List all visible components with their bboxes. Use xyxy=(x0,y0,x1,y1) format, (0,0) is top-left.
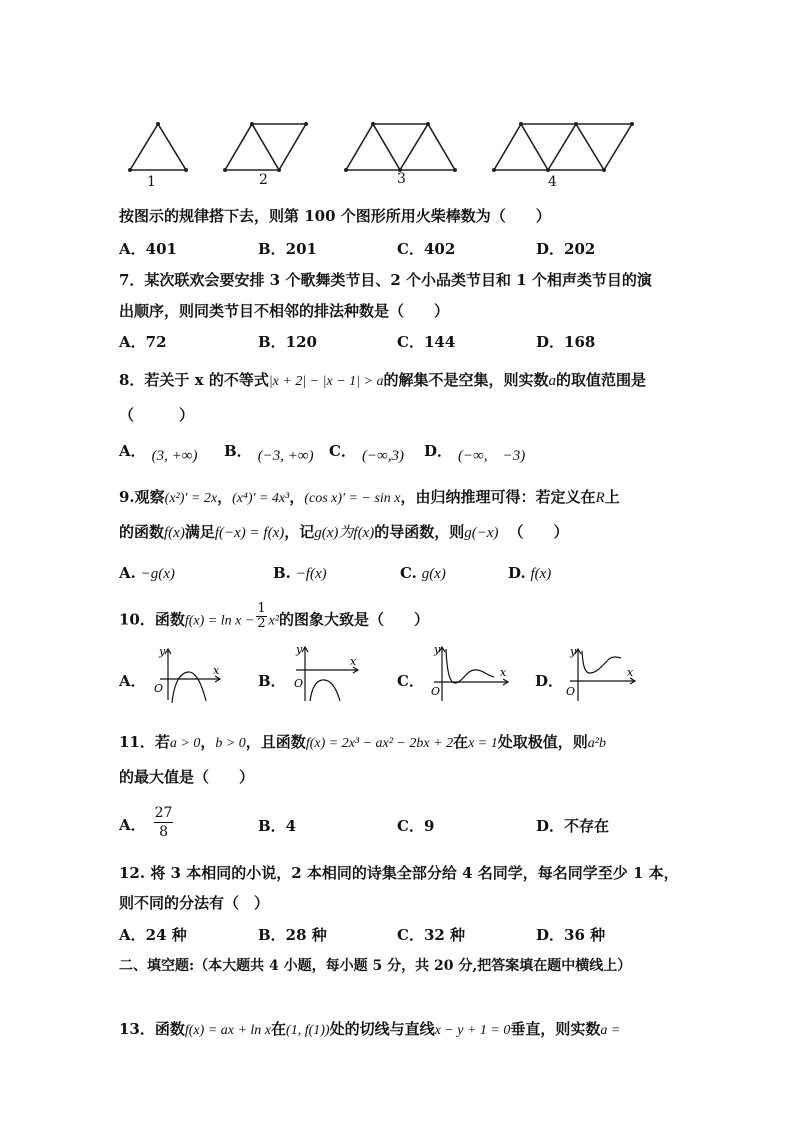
q8-inequality: |x + 2| − |x − 1| > a xyxy=(268,374,384,389)
figure-label-3: 3 xyxy=(397,171,406,187)
q10-graph-b xyxy=(288,643,363,705)
q8-option-c: C． (−∞,3) xyxy=(329,442,405,464)
figure-label-4: 4 xyxy=(548,174,557,190)
q12-option-c: C．32 种 xyxy=(397,926,466,944)
q7-line2: 出顺序，则同类节目不相邻的排法种数是（ ） xyxy=(119,302,450,320)
q9-option-c: C. g(x) xyxy=(400,564,446,582)
q11-option-c: C．9 xyxy=(397,817,435,835)
q7-option-d: D．168 xyxy=(536,333,596,351)
q10-a-origin: O xyxy=(154,682,164,695)
q8-option-a: A． (3, +∞) xyxy=(119,442,198,464)
q6-option-d: D．202 xyxy=(536,240,596,258)
q9-expr-1: (x²)' = 2x xyxy=(164,491,218,506)
q8-paren: （ ） xyxy=(119,406,195,424)
q10-d-y-label: y xyxy=(570,645,577,658)
q9-expr-3: (cos x)' = − sin x xyxy=(304,491,401,506)
q9-line1: 9.观察(x²)' = 2x，(x⁴)' = 4x³，(cos x)' = − sin x，由归纳推理可得：若定义在R上 xyxy=(119,488,620,506)
q6-option-b: B．201 xyxy=(258,240,317,258)
q7-option-b: B．120 xyxy=(258,333,317,351)
q10-option-b: B． xyxy=(258,672,286,690)
q10-option-d: D． xyxy=(535,672,564,690)
q10-fraction: $\frac{1}{2}$ xyxy=(257,601,266,631)
q11-option-a: A． $\frac{27}{8}$ xyxy=(119,805,173,840)
q11-option-d: D．不存在 xyxy=(536,817,610,835)
q11-line2: 的最大值是（ ） xyxy=(119,768,255,786)
q10-c-y-label: y xyxy=(434,643,441,656)
figure-label-1: 1 xyxy=(147,174,156,190)
q8-option-b: B． (−3, +∞) xyxy=(224,442,314,464)
figure-3-outline xyxy=(346,124,455,170)
figure-label-2: 2 xyxy=(259,172,268,188)
figure-4-outline xyxy=(494,124,632,170)
q10-c-origin: O xyxy=(431,685,441,698)
q12-line1: 12. 将 3 本相同的小说，2 本相同的诗集全部分给 4 名同学，每名同学至少 1 本， xyxy=(119,864,679,882)
q10-a-x-label: x xyxy=(213,664,220,677)
q8-option-d: D． (−∞, −3) xyxy=(424,442,526,464)
section-2-heading: 二、填空题:（本大题共 4 小题，每小题 5 分，共 20 分,把答案填在题中横线上） xyxy=(119,958,632,974)
matchstick-figures xyxy=(0,0,794,200)
q10-graph-d xyxy=(565,645,640,705)
q10-graph-a xyxy=(150,645,225,705)
q12-option-b: B．28 种 xyxy=(258,926,327,944)
q10-option-a: A． xyxy=(119,672,146,690)
q10-option-c: C． xyxy=(397,672,424,690)
q8-suffix2: 的取值范围是 xyxy=(555,371,646,389)
q11-line1: 11．若a > 0，b > 0，且函数f(x) = 2x³ − ax² − 2bx + 2在x = 1处取极值，则a²b xyxy=(119,733,606,751)
q10-a-y-label: y xyxy=(159,645,166,658)
q11-a-fraction: $\frac{27}{8}$ xyxy=(154,805,173,840)
q10-b-x-label: x xyxy=(350,655,357,668)
q10-d-x-label: x xyxy=(627,666,634,679)
q11-option-b: B．4 xyxy=(258,817,297,835)
q6-stem: 按图示的规律搭下去，则第 100 个图形所用火柴棒数为（ ） xyxy=(119,207,551,225)
q6-option-c: C．402 xyxy=(397,240,456,258)
q10-c-x-label: x xyxy=(500,666,507,679)
q9-expr-2: (x⁴)' = 4x³ xyxy=(232,491,290,506)
q9-option-b: B. −f(x) xyxy=(273,564,327,582)
q10-b-origin: O xyxy=(294,677,304,690)
q8-prefix: 8．若关于 x 的不等式 xyxy=(119,371,269,389)
q12-line2: 则不同的分法有（ ） xyxy=(119,894,270,912)
q10-stem: 10．函数f(x) = ln x − $\frac{1}{2}$ x²的图象大致是（ ） xyxy=(119,601,430,631)
q9-line2: 的函数f(x)满足f(−x) = f(x)，记g(x)为f(x)的导函数，则g(−x) （ ） xyxy=(119,523,569,541)
q8-suffix1: 的解集不是空集，则实数 xyxy=(383,371,549,389)
q12-option-a: A．24 种 xyxy=(119,926,187,944)
q8-stem xyxy=(119,369,646,390)
figure-1-triangles xyxy=(130,124,186,170)
q10-d-origin: O xyxy=(566,685,576,698)
q12-option-d: D．36 种 xyxy=(536,926,606,944)
q13-stem: 13．函数f(x) = ax + ln x在(1, f(1))处的切线与直线x − y + 1 = 0垂直，则实数a = xyxy=(119,1020,621,1038)
q9-option-d: D. f(x) xyxy=(508,564,552,582)
q10-graph-c xyxy=(428,643,513,705)
q9-option-a: A. −g(x) xyxy=(119,564,175,582)
q6-option-a: A．401 xyxy=(119,240,177,258)
q8-var: a xyxy=(548,373,556,389)
q7-option-a: A．72 xyxy=(119,333,167,351)
q10-b-y-label: y xyxy=(296,643,303,656)
q7-option-c: C．144 xyxy=(397,333,456,351)
q7-line1: 7．某次联欢会要安排 3 个歌舞类节目、2 个小品类节目和 1 个相声类节目的演 xyxy=(119,271,652,289)
